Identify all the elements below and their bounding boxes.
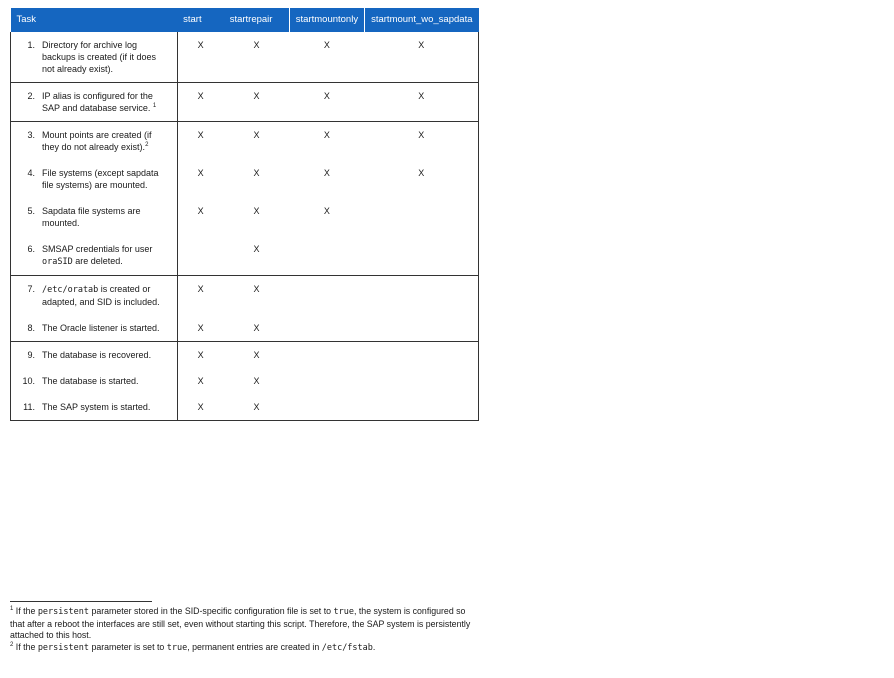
task-text-content: IP alias is configured for the SAP and database service.: [42, 91, 153, 113]
task-text: Directory for archive log backups is created (if it does not already exist).: [42, 40, 157, 74]
task-number: 5.: [27, 206, 35, 216]
footnote-divider: [10, 601, 152, 602]
task-text: [42, 243, 171, 268]
task-cell: [11, 83, 178, 122]
table-row: [11, 315, 479, 342]
mark-startmountonly: [289, 368, 364, 382]
mark-startrepair: X: [253, 284, 260, 294]
mark-startrepair: X: [253, 206, 260, 216]
mark-startrepair: X: [253, 350, 260, 360]
mark-startmountonly: X: [323, 130, 330, 140]
table-row: [11, 198, 479, 236]
footnote-1: [10, 606, 480, 642]
mark-start: X: [197, 402, 204, 412]
task-number: 2.: [27, 91, 35, 101]
mark-startmountonly: [289, 276, 364, 290]
mark-startmount-wo-sapdata: [365, 198, 478, 212]
footnote-text: If the: [15, 641, 38, 652]
mark-startmountonly: X: [323, 168, 330, 178]
footnote-text: parameter stored in the SID-specific configuration file is set to: [89, 606, 334, 616]
mark-startrepair: X: [253, 130, 260, 140]
task-number: 9.: [27, 350, 35, 360]
task-number: 10.: [22, 376, 35, 386]
task-cell: [11, 394, 178, 421]
task-cell: [11, 342, 178, 369]
task-text: [42, 283, 171, 308]
table-header-row: [11, 8, 479, 32]
mark-startrepair: X: [253, 168, 260, 178]
column-header-start: start: [177, 8, 224, 32]
mark-start: X: [197, 168, 204, 178]
task-number: 7.: [27, 284, 35, 294]
task-number: 6.: [27, 244, 35, 254]
footnote-text: , permanent entries are created in: [187, 641, 322, 652]
task-text-post: is created or adapted, and SID is included.: [42, 284, 160, 307]
footnotes: [10, 601, 480, 654]
task-cell: [11, 160, 178, 198]
task-cell: [11, 32, 178, 83]
task-text: The database is recovered.: [42, 350, 152, 360]
table-row: [11, 394, 479, 421]
mark-start: [178, 236, 224, 250]
mark-startrepair: X: [253, 323, 260, 333]
table-row: [11, 368, 479, 394]
table-row: [11, 122, 479, 161]
task-text: [42, 129, 171, 153]
task-cell: [11, 236, 178, 276]
mark-start: X: [197, 91, 204, 101]
task-table: [10, 8, 479, 421]
mark-startmount-wo-sapdata: X: [418, 40, 425, 50]
mark-startmount-wo-sapdata: [365, 276, 478, 290]
footnote-marker: 1: [10, 606, 14, 613]
task-number: 1.: [27, 40, 35, 50]
task-text: The Oracle listener is started.: [42, 323, 160, 333]
task-number: 4.: [27, 168, 35, 178]
mark-startmountonly: X: [323, 206, 330, 216]
footnote-ref: 1: [152, 103, 157, 109]
mark-start: X: [197, 376, 204, 386]
code-text: persistent: [37, 607, 89, 617]
mark-startmountonly: X: [323, 91, 330, 101]
mark-startmountonly: [289, 342, 364, 356]
task-cell: [11, 276, 178, 316]
code-text: true: [333, 607, 354, 617]
footnote-2: [10, 642, 480, 655]
task-cell: [11, 122, 178, 161]
footnote-text: .: [372, 641, 376, 652]
table-row: [11, 160, 479, 198]
mark-startrepair: X: [253, 40, 260, 50]
mark-startrepair: X: [253, 91, 260, 101]
footnote-text: , the system is configured so that after a reboot the interfaces are still set, even without starting this script. Therefore, the SAP system is persistently attached to this host.: [10, 606, 471, 640]
column-header-startmountonly: startmountonly: [289, 8, 364, 32]
code-text: oraSID: [42, 257, 73, 267]
code-text: true: [166, 642, 188, 653]
task-number: 11.: [23, 402, 35, 412]
mark-start: X: [197, 206, 204, 216]
mark-startmount-wo-sapdata: [365, 315, 478, 329]
task-text: File systems (except sapdata file systems) are mounted.: [42, 168, 159, 190]
footnote-text: parameter is set to: [89, 641, 167, 652]
mark-startmount-wo-sapdata: [365, 368, 478, 382]
task-text-post: are deleted.: [72, 256, 123, 266]
mark-startmountonly: [289, 315, 364, 329]
mark-startrepair: X: [253, 244, 260, 254]
mark-start: X: [197, 40, 204, 50]
task-text-content: Mount points are created (if they do not already exist).: [42, 130, 152, 152]
code-text: /etc/oratab: [42, 285, 99, 295]
column-header-task: Task: [11, 8, 178, 32]
mark-startmount-wo-sapdata: X: [418, 130, 425, 140]
code-text: persistent: [37, 642, 89, 653]
mark-startmount-wo-sapdata: X: [418, 91, 425, 101]
column-header-startrepair: startrepair: [224, 8, 290, 32]
task-text: The database is started.: [42, 376, 139, 386]
mark-startmount-wo-sapdata: [365, 236, 478, 250]
mark-startmount-wo-sapdata: [365, 394, 478, 408]
mark-start: X: [197, 284, 204, 294]
table-row: [11, 276, 479, 316]
table-row: [11, 83, 479, 122]
table-row: [11, 32, 479, 83]
column-header-startmount-wo-sapdata: startmount_wo_sapdata: [365, 8, 479, 32]
task-number: 8.: [27, 323, 35, 333]
table-row: [11, 236, 479, 276]
table-row: [11, 342, 479, 369]
task-cell: [11, 315, 178, 342]
footnote-text: If the: [15, 606, 38, 616]
mark-startrepair: X: [253, 376, 260, 386]
mark-startrepair: X: [253, 402, 260, 412]
task-text: The SAP system is started.: [42, 402, 151, 412]
footnote-ref: 2: [145, 142, 149, 148]
task-number: 3.: [27, 130, 35, 140]
mark-start: X: [197, 323, 204, 333]
mark-startmount-wo-sapdata: X: [418, 168, 425, 178]
task-text: [42, 90, 171, 114]
mark-start: X: [197, 130, 204, 140]
mark-startmount-wo-sapdata: [365, 342, 478, 356]
footnote-marker: 2: [10, 641, 14, 648]
mark-startmountonly: [289, 236, 364, 250]
task-cell: [11, 198, 178, 236]
task-text: Sapdata file systems are mounted.: [42, 206, 141, 228]
task-cell: [11, 368, 178, 394]
mark-startmountonly: X: [323, 40, 330, 50]
mark-start: X: [197, 350, 204, 360]
mark-startmountonly: [289, 394, 364, 408]
task-text-pre: SMSAP credentials for user: [42, 244, 153, 254]
code-text: /etc/fstab: [321, 642, 373, 653]
